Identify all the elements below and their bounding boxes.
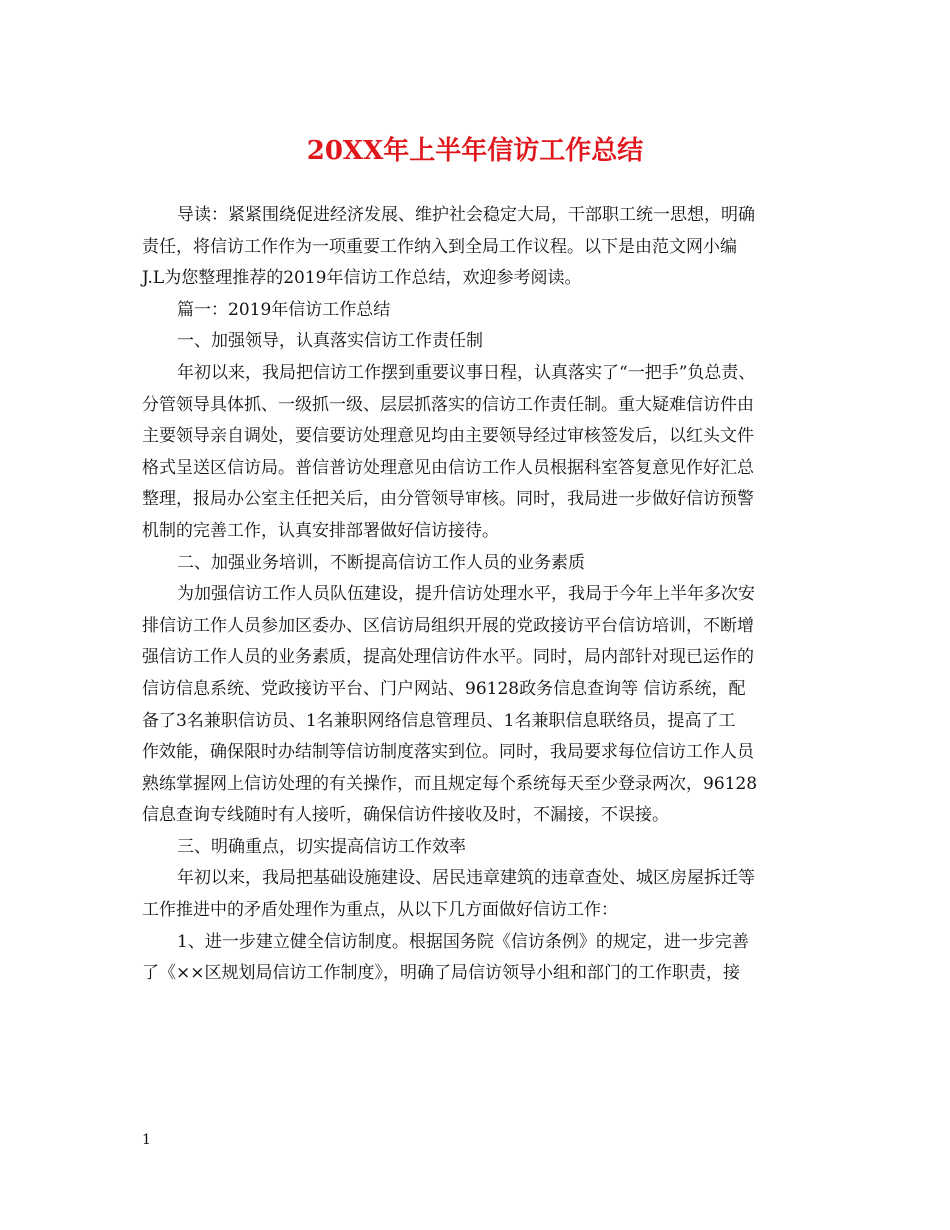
paragraph-line: 强信访工作人员的业务素质，提高处理信访件水平。同时，局内部针对现已运作的 xyxy=(142,647,754,668)
paragraph-line: 熟练掌握网上信访处理的有关操作，而且规定每个系统每天至少登录两次，96128 xyxy=(142,773,758,794)
paragraph-line: J.L为您整理推荐的2019年信访工作总结，欢迎参考阅读。 xyxy=(142,268,582,289)
paragraph-line: 工作推进中的矛盾处理作为重点，从以下几方面做好信访工作： xyxy=(142,900,618,921)
paragraph-line: 整理，报局办公室主任把关后，由分管领导审核。同时，我局进一步做好信访预警 xyxy=(142,489,754,510)
section-heading: 二、加强业务培训，不断提高信访工作人员的业务素质 xyxy=(177,552,585,573)
paragraph-line: 责任，将信访工作作为一项重要工作纳入到全局工作议程。以下是由范文网小编 xyxy=(142,236,737,257)
document-title: 20XX年上半年信访工作总结 xyxy=(306,136,644,166)
paragraph-line: 备了3名兼职信访员、1名兼职网络信息管理员、1名兼职信息联络员，提高了工 xyxy=(142,710,736,731)
document-body xyxy=(142,200,822,990)
paragraph-line: 年初以来，我局把基础设施建设、居民违章建筑的违章查处、城区房屋拆迁等 xyxy=(177,868,755,889)
paragraph-line: 排信访工作人员参加区委办、区信访局组织开展的党政接访平台信访培训，不断增 xyxy=(142,615,754,636)
section-heading: 篇一：2019年信访工作总结 xyxy=(177,299,391,320)
paragraph-line: 1、进一步建立健全信访制度。根据国务院《信访条例》的规定，进一步完善 xyxy=(177,931,749,952)
paragraph-line: 了《××区规划局信访工作制度》，明确了局信访领导小组和部门的工作职责，接 xyxy=(142,963,740,984)
paragraph-line: 信访信息系统、党政接访平台、门户网站、96128政务信息查询等 信访系统，配 xyxy=(142,678,746,699)
paragraph-line: 格式呈送区信访局。普信普访处理意见由信访工作人员根据科室答复意见作好汇总 xyxy=(142,457,754,478)
paragraph-line: 作效能，确保限时办结制等信访制度落实到位。同时，我局要求每位信访工作人员 xyxy=(142,742,754,763)
page-number: 1 xyxy=(142,1132,151,1148)
section-heading: 一、加强领导，认真落实信访工作责任制 xyxy=(177,331,483,352)
paragraph-line: 导读：紧紧围绕促进经济发展、维护社会稳定大局，干部职工统一思想，明确 xyxy=(177,205,755,225)
paragraph-line: 年初以来，我局把信访工作摆到重要议事日程，认真落实了“一把手”负总责、 xyxy=(177,362,756,383)
section-heading: 三、明确重点，切实提高信访工作效率 xyxy=(177,836,466,857)
paragraph-line: 主要领导亲自调处，要信要访处理意见均由主要领导经过审核签发后，以红头文件 xyxy=(142,426,754,447)
paragraph-line: 机制的完善工作，认真安排部署做好信访接待。 xyxy=(142,520,499,541)
paragraph-line: 分管领导具体抓、一级抓一级、层层抓落实的信访工作责任制。重大疑难信访件由 xyxy=(142,394,754,415)
paragraph-line: 信息查询专线随时有人接听，确保信访件接收及时，不漏接，不误接。 xyxy=(142,805,669,826)
paragraph-line: 为加强信访工作人员队伍建设，提升信访处理水平，我局于今年上半年多次安 xyxy=(177,584,755,605)
